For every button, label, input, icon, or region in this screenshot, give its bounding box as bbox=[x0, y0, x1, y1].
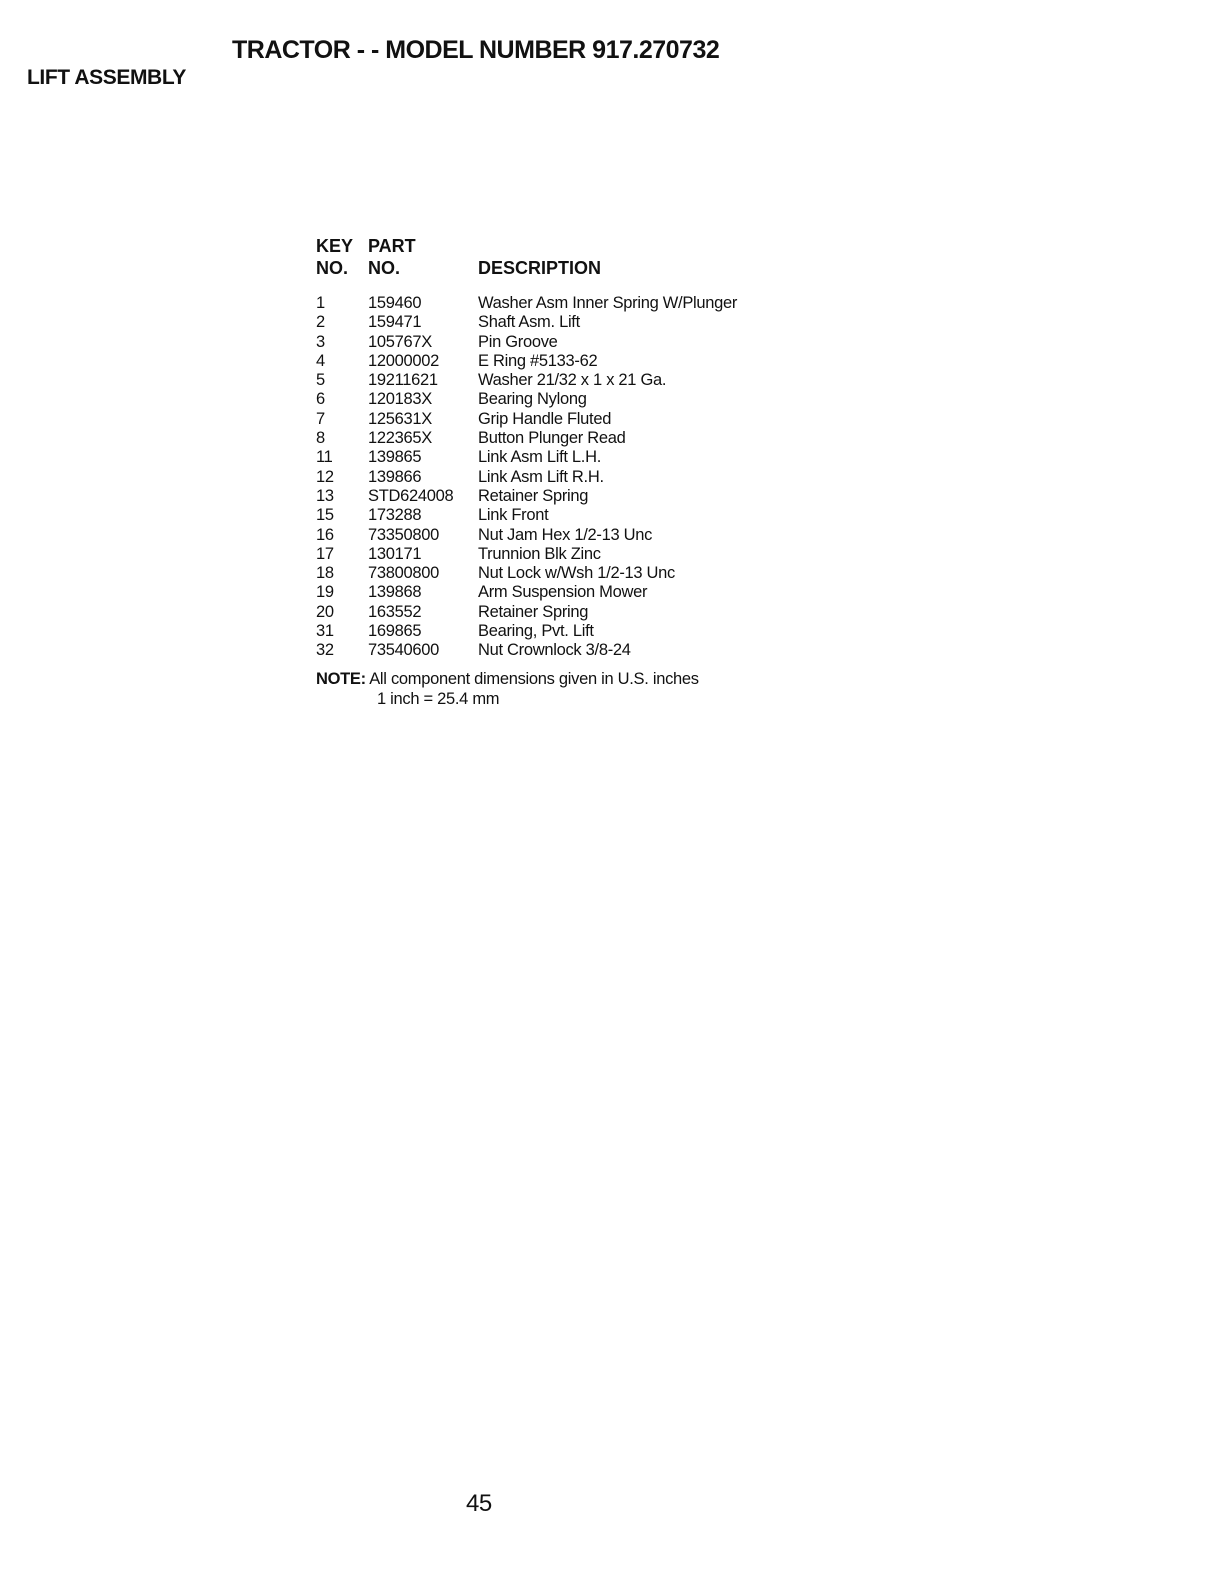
table-row bbox=[316, 622, 816, 641]
page-title: TRACTOR - - MODEL NUMBER 917.270732 bbox=[232, 36, 720, 64]
part-number: STD624008 bbox=[368, 486, 454, 505]
part-description: Nut Crownlock 3/8-24 bbox=[478, 641, 631, 660]
part-number: 139865 bbox=[368, 448, 422, 467]
table-row bbox=[316, 429, 816, 448]
note-text: All component dimensions given in U.S. inches bbox=[369, 669, 699, 688]
part-number: 139868 bbox=[368, 583, 422, 602]
part-description: Nut Jam Hex 1/2-13 Unc bbox=[478, 525, 653, 544]
part-number: 73350800 bbox=[368, 525, 440, 544]
part-number: 173288 bbox=[368, 506, 422, 525]
part-description: Washer 21/32 x 1 x 21 Ga. bbox=[478, 371, 667, 390]
key-number: 5 bbox=[316, 371, 325, 390]
part-description: Button Plunger Read bbox=[478, 429, 626, 448]
key-number: 31 bbox=[316, 622, 334, 641]
table-row bbox=[316, 333, 816, 352]
table-row bbox=[316, 564, 816, 583]
parts-list bbox=[316, 236, 816, 709]
table-row bbox=[316, 371, 816, 390]
key-number: 6 bbox=[316, 390, 325, 409]
part-number: 169865 bbox=[368, 622, 422, 641]
part-description: Retainer Spring bbox=[478, 602, 589, 621]
part-description: Trunnion Blk Zinc bbox=[478, 544, 601, 563]
part-description: Bearing Nylong bbox=[478, 390, 587, 409]
part-description: Grip Handle Fluted bbox=[478, 409, 612, 428]
table-row bbox=[316, 352, 816, 371]
table-row bbox=[316, 468, 816, 487]
part-number: 163552 bbox=[368, 602, 422, 621]
part-description: Pin Groove bbox=[478, 332, 558, 351]
table-row bbox=[316, 294, 816, 313]
key-number: 19 bbox=[316, 583, 334, 602]
table-row bbox=[316, 583, 816, 602]
part-description: Shaft Asm. Lift bbox=[478, 313, 580, 332]
key-number: 32 bbox=[316, 641, 334, 660]
parts-table-body bbox=[316, 294, 816, 661]
part-description: Bearing, Pvt. Lift bbox=[478, 622, 594, 641]
key-number: 4 bbox=[316, 351, 325, 370]
table-row bbox=[316, 526, 816, 545]
column-header-key-line1: KEY bbox=[316, 236, 354, 256]
key-number: 13 bbox=[316, 486, 334, 505]
part-number: 159471 bbox=[368, 313, 422, 332]
part-number: 159460 bbox=[368, 294, 422, 312]
part-number: 139866 bbox=[368, 467, 422, 486]
key-number: 18 bbox=[316, 564, 334, 583]
key-number: 20 bbox=[316, 602, 334, 621]
column-header-part-line2: NO. bbox=[368, 258, 401, 278]
column-header-description: DESCRIPTION bbox=[478, 258, 602, 278]
part-number: 120183X bbox=[368, 390, 432, 409]
parts-table-header bbox=[316, 236, 816, 286]
table-row bbox=[316, 545, 816, 564]
page-number: 45 bbox=[466, 1490, 492, 1517]
key-number: 1 bbox=[316, 294, 325, 312]
part-number: 73800800 bbox=[368, 564, 440, 583]
part-number: 105767X bbox=[368, 332, 432, 351]
note-conversion: 1 inch = 25.4 mm bbox=[377, 689, 500, 708]
table-row bbox=[316, 641, 816, 660]
part-description: Arm Suspension Mower bbox=[478, 583, 648, 602]
key-number: 16 bbox=[316, 525, 334, 544]
key-number: 7 bbox=[316, 409, 325, 428]
section-title: LIFT ASSEMBLY bbox=[27, 66, 186, 89]
table-row bbox=[316, 390, 816, 409]
key-number: 12 bbox=[316, 467, 334, 486]
key-number: 8 bbox=[316, 429, 325, 448]
part-number: 122365X bbox=[368, 429, 432, 448]
part-description: Link Asm Lift L.H. bbox=[478, 448, 601, 467]
part-description: Nut Lock w/Wsh 1/2-13 Unc bbox=[478, 564, 675, 583]
part-number: 12000002 bbox=[368, 351, 440, 370]
column-header-key-line2: NO. bbox=[316, 258, 349, 278]
part-description: Washer Asm Inner Spring W/Plunger bbox=[478, 294, 738, 312]
key-number: 3 bbox=[316, 332, 325, 351]
dimension-note bbox=[316, 669, 816, 709]
table-row bbox=[316, 603, 816, 622]
column-header-part-line1: PART bbox=[368, 236, 416, 256]
key-number: 17 bbox=[316, 544, 334, 563]
key-number: 11 bbox=[316, 448, 333, 467]
key-number: 15 bbox=[316, 506, 334, 525]
table-row bbox=[316, 448, 816, 467]
part-description: Link Asm Lift R.H. bbox=[478, 467, 604, 486]
key-number: 2 bbox=[316, 313, 325, 332]
part-number: 73540600 bbox=[368, 641, 440, 660]
table-row bbox=[316, 410, 816, 429]
part-description: E Ring #5133-62 bbox=[478, 351, 598, 370]
table-row bbox=[316, 313, 816, 332]
part-number: 19211621 bbox=[368, 371, 438, 390]
table-row bbox=[316, 487, 816, 506]
part-description: Link Front bbox=[478, 506, 549, 525]
part-number: 125631X bbox=[368, 409, 432, 428]
table-row bbox=[316, 506, 816, 525]
part-number: 130171 bbox=[368, 544, 422, 563]
part-description: Retainer Spring bbox=[478, 486, 589, 505]
note-label: NOTE: bbox=[316, 669, 366, 688]
